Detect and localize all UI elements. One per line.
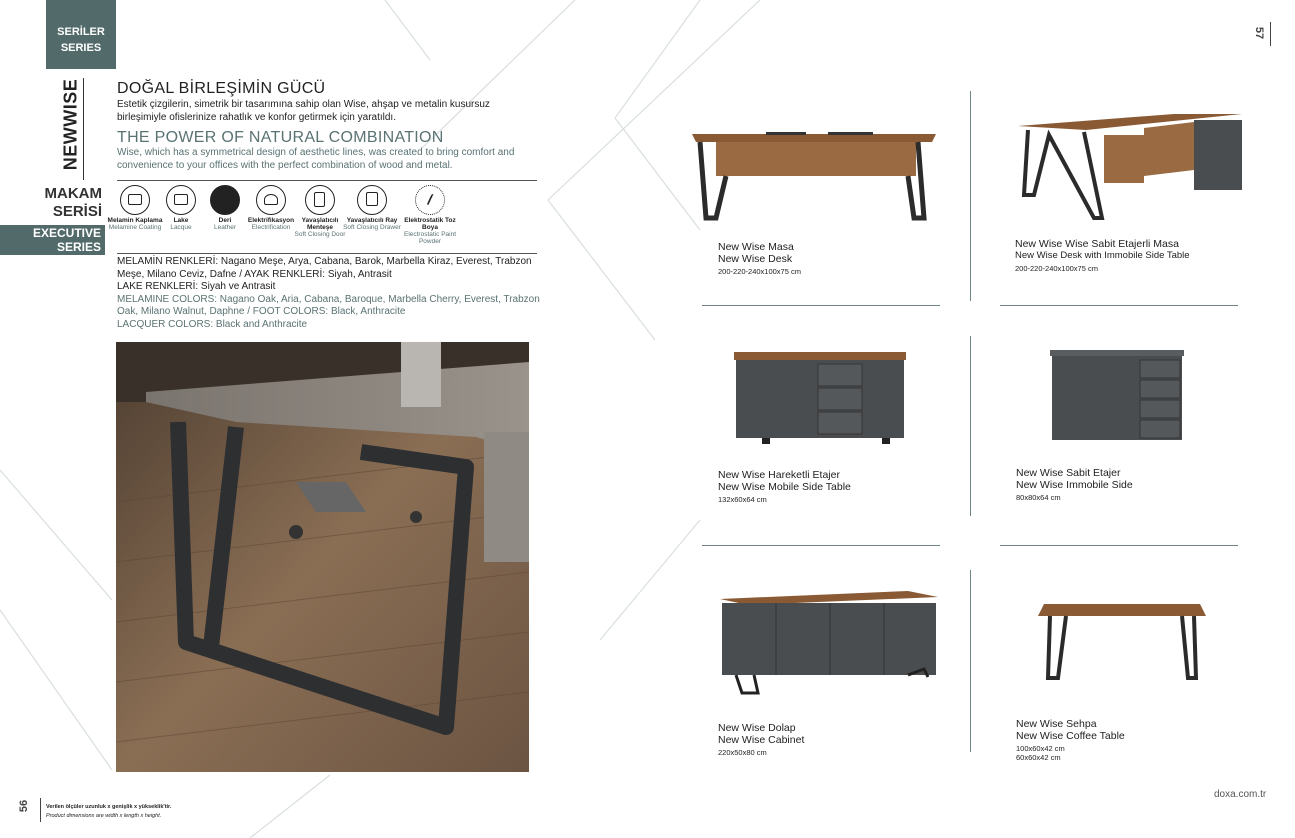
soft-door-icon [305,185,335,215]
powder-paint-icon [415,185,445,215]
product-image-mobile-side-table [732,350,908,446]
vertical-title-block [56,78,84,180]
color-options [117,256,542,331]
product-name-tr: New Wise Sabit Etajer [1016,467,1121,479]
product-image-cabinet [718,589,940,697]
product-desk-side-table [1015,238,1190,273]
electrification-icon [256,185,286,215]
product-dims: 60x60x42 cm [1016,753,1061,762]
page-number-rule [40,798,41,822]
divider-bottom [117,253,537,254]
feature-label-tr: Lake [173,217,189,224]
grid-divider [702,305,940,306]
executive-line2: SERIES [56,240,101,254]
leather-icon [210,185,240,215]
feature-label-en: Soft Closing Drawer [343,224,401,231]
feature-label-en: Soft Closing Door [294,231,346,238]
product-image-desk [688,128,940,224]
executive-series-tag [0,225,105,255]
product-name-tr: New Wise Hareketli Etajer [718,469,840,481]
body-tr: Estetik çizgilerin, simetrik bir tasarımına sahip olan Wise, ahşap ve metalin kusursuz birleşimiyle ofislerinize rahatlık ve konfor getirmek için yaratıldı. [117,99,490,123]
series-label-en: SERIES [60,42,102,54]
divider-top [117,180,537,181]
feature-label-en: Leather [213,224,237,231]
makam-series-label [45,185,103,221]
product-dims: 200-220-240x100x75 cm [1015,264,1098,273]
makam-line1: MAKAM [44,185,102,202]
melamine-colors-tr: MELAMİN RENKLERİ: Nagano Meşe, Arya, Cabana, Barok, Marbella Kiraz, Everest, Trabzon Meşe, Milano Ceviz, Dafne / AYAK RENKLERİ: Siyah, Antrasit [117,256,532,280]
feature-label-en: Melamine Coating [108,224,162,231]
product-dims: 100x60x42 cm [1016,744,1065,753]
product-dims: 132x60x64 cm [718,495,767,504]
makam-line2: SERİSİ [52,203,102,220]
feature-label-en: Electrification [251,224,291,231]
executive-line1: EXECUTIVE [32,226,101,240]
product-mobile-side-table [718,469,851,504]
left-page-number: 56 [18,799,31,813]
product-name-tr: New Wise Dolap [718,722,796,734]
footnote-tr: Verilen ölçüler uzunluk x genişlik x yükseklik'tir. [46,804,172,810]
feature-label-tr: Elektrifikasyon [247,217,295,224]
product-name-en: New Wise Immobile Side [1016,479,1133,491]
lacquer-colors-en: LACQUER COLORS: Black and Anthracite [117,318,308,330]
footnote-en: Product dimensions are width x length x height. [46,813,162,819]
grid-divider [970,91,971,301]
feature-label-tr: Yavaşlatıcılı Ray [346,217,398,224]
product-name-en: New Wise Desk [718,253,793,265]
body-en: Wise, which has a symmetrical design of aesthetic lines, was created to bring comfort and convenience to your offices with the perfect combination of wood and metal. [117,147,515,171]
vertical-title: NEWWISE [60,78,81,171]
grid-divider [1000,305,1238,306]
feature-powder-paint [399,185,461,245]
feature-soft-drawer [341,185,403,231]
feature-label-en: Lacque [170,224,192,231]
soft-drawer-icon [357,185,387,215]
right-page-number: 57 [1253,26,1266,40]
melamine-icon [120,185,150,215]
product-name-tr: New Wise Masa [718,241,794,253]
series-tag [46,0,116,69]
product-cabinet [718,722,804,757]
product-name-en: New Wise Cabinet [718,734,805,746]
product-image-coffee-table [1036,600,1208,684]
heading-en: THE POWER OF NATURAL COMBINATION [117,129,444,146]
lacquer-colors-tr: LAKE RENKLERİ: Siyah ve Antrasit [117,281,276,292]
product-dims: 80x80x64 cm [1016,493,1061,502]
lacquer-icon [166,185,196,215]
product-desk [718,241,801,276]
product-name-tr: New Wise Wise Sabit Etajerli Masa [1015,238,1179,250]
product-image-immobile-side [1048,348,1186,446]
page-number-rule [1270,22,1271,46]
grid-divider [970,570,971,752]
feature-label-tr: Melamin Kaplama [107,217,163,224]
grid-divider [1000,545,1238,546]
product-dims: 200-220-240x100x75 cm [718,267,801,276]
grid-divider [702,545,940,546]
feature-label-en: Electrostatic Paint Powder [403,231,457,245]
website-link[interactable]: doxa.com.tr [1214,789,1267,800]
desk-lifestyle-photo [116,342,529,772]
product-immobile-side [1016,467,1133,502]
product-name-tr: New Wise Sehpa [1016,718,1097,730]
product-coffee-table [1016,718,1125,762]
heading-tr: DOĞAL BİRLEŞİMİN GÜCÜ [117,80,326,97]
melamine-colors-en: MELAMINE COLORS: Nagano Oak, Aria, Cabana, Baroque, Marbella Cherry, Everest, Trabzon Oak, Milano Walnut, Daphne / FOOT COLORS: Black, Anthracite [117,293,540,317]
feature-label-tr: Elektrostatik Toz Boya [404,217,456,231]
grid-divider [970,336,971,516]
series-label-tr: SERİLER [57,26,105,38]
product-name-en: New Wise Coffee Table [1016,730,1125,742]
product-name-en: New Wise Mobile Side Table [718,481,851,493]
product-image-desk-side-table [1014,110,1246,224]
product-name-en: New Wise Desk with Immobile Side Table [1015,250,1190,261]
feature-label-tr: Yavaşlatıcılı Menteşe [301,217,339,231]
feature-label-tr: Deri [218,217,232,224]
product-dims: 220x50x80 cm [718,748,767,757]
